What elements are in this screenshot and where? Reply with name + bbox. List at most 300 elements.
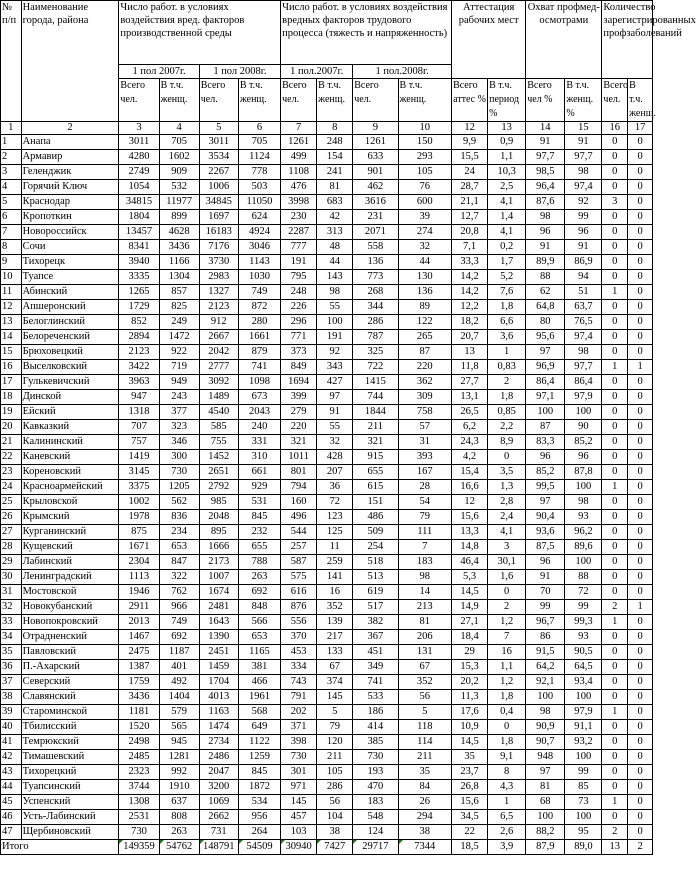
row-number: 12 <box>1 300 22 315</box>
column-number: 2 <box>21 122 119 135</box>
header-period-1: 1 пол 2007г. <box>119 65 199 79</box>
table-cell: 211 <box>353 420 398 435</box>
table-cell: 96,7 <box>526 615 565 630</box>
table-cell: 46,4 <box>452 555 488 570</box>
table-cell: 2734 <box>199 735 238 750</box>
table-cell: 24,3 <box>452 435 488 450</box>
table-cell: 912 <box>199 315 238 330</box>
table-cell: 206 <box>398 630 452 645</box>
table-cell: 2 <box>488 600 526 615</box>
table-cell: 183 <box>353 795 398 810</box>
table-cell: 202 <box>281 705 317 720</box>
table-cell: 1 <box>602 360 628 375</box>
table-cell: 0 <box>602 585 628 600</box>
table-cell: 4628 <box>159 225 199 240</box>
table-cell: 54 <box>398 495 452 510</box>
table-cell: 1804 <box>119 210 159 225</box>
table-cell: 0 <box>602 255 628 270</box>
table-cell: 7,1 <box>452 240 488 255</box>
table-cell: 300 <box>159 450 199 465</box>
table-cell: 661 <box>238 465 280 480</box>
table-cell: 673 <box>238 390 280 405</box>
table-cell: 241 <box>317 165 353 180</box>
table-cell: 385 <box>353 735 398 750</box>
total-cell: 30940 <box>281 840 317 855</box>
table-cell: 98 <box>398 570 452 585</box>
table-row <box>1 540 653 555</box>
table-cell: 619 <box>353 585 398 600</box>
table-cell: 0 <box>628 465 653 480</box>
row-number: 19 <box>1 405 22 420</box>
table-cell: 123 <box>317 510 353 525</box>
table-cell: 12,2 <box>452 300 488 315</box>
table-cell: 879 <box>238 345 280 360</box>
table-cell: 0 <box>628 390 653 405</box>
table-cell: 0 <box>628 405 653 420</box>
table-row <box>1 165 653 180</box>
table-row <box>1 240 653 255</box>
table-cell: 42 <box>317 210 353 225</box>
table-cell: 398 <box>281 735 317 750</box>
table-cell: 16,6 <box>452 480 488 495</box>
table-cell: 845 <box>238 765 280 780</box>
table-row <box>1 420 653 435</box>
district-name: Выселковский <box>21 360 119 375</box>
district-name: Щербиновский <box>21 825 119 840</box>
table-cell: 808 <box>159 810 199 825</box>
table-cell: 99,3 <box>565 615 602 630</box>
table-cell: 81 <box>526 780 565 795</box>
table-cell: 683 <box>317 195 353 210</box>
table-cell: 11050 <box>238 195 280 210</box>
table-cell: 575 <box>281 570 317 585</box>
table-cell: 566 <box>238 615 280 630</box>
table-cell: 39 <box>398 210 452 225</box>
table-cell: 97 <box>526 345 565 360</box>
table-cell: 268 <box>353 285 398 300</box>
table-cell: 3046 <box>238 240 280 255</box>
table-cell: 343 <box>317 360 353 375</box>
table-cell: 909 <box>159 165 199 180</box>
table-cell: 325 <box>353 345 398 360</box>
table-cell: 26 <box>398 795 452 810</box>
table-cell: 1602 <box>159 150 199 165</box>
header-subcolumn: Всего чел. <box>281 79 317 122</box>
table-cell: 0 <box>602 780 628 795</box>
table-cell: 76,5 <box>565 315 602 330</box>
table-cell: 105 <box>317 765 353 780</box>
table-cell: 414 <box>353 720 398 735</box>
table-cell: 791 <box>281 690 317 705</box>
table-cell: 7 <box>488 630 526 645</box>
table-cell: 100 <box>526 690 565 705</box>
table-cell: 301 <box>281 765 317 780</box>
table-cell: 492 <box>159 675 199 690</box>
row-number: 46 <box>1 810 22 825</box>
table-cell: 531 <box>238 495 280 510</box>
column-number: 6 <box>238 122 280 135</box>
table-cell: 73 <box>565 795 602 810</box>
table-cell: 183 <box>398 555 452 570</box>
table-cell: 95,6 <box>526 330 565 345</box>
table-cell: 382 <box>353 615 398 630</box>
table-cell: 1054 <box>119 180 159 195</box>
row-number: 23 <box>1 465 22 480</box>
table-cell: 757 <box>119 435 159 450</box>
total-cell: 54762 <box>159 840 199 855</box>
table-cell: 2 <box>602 825 628 840</box>
column-number: 12 <box>452 122 488 135</box>
table-cell: 68 <box>526 795 565 810</box>
header-subcolumn: В т.ч. женщ. <box>317 79 353 122</box>
table-cell: 207 <box>317 465 353 480</box>
table-cell: 36 <box>317 480 353 495</box>
table-cell: 145 <box>281 795 317 810</box>
table-cell: 79 <box>317 720 353 735</box>
table-row <box>1 210 653 225</box>
table-cell: 2498 <box>119 735 159 750</box>
table-cell: 730 <box>119 825 159 840</box>
table-cell: 67 <box>317 660 353 675</box>
row-number: 14 <box>1 330 22 345</box>
table-cell: 90 <box>565 420 602 435</box>
table-cell: 1472 <box>159 330 199 345</box>
table-cell: 11,8 <box>452 360 488 375</box>
table-cell: 29 <box>452 645 488 660</box>
table-cell: 80 <box>526 315 565 330</box>
table-cell: 20,2 <box>452 675 488 690</box>
table-cell: 749 <box>159 615 199 630</box>
row-number: 9 <box>1 255 22 270</box>
table-cell: 26,5 <box>452 405 488 420</box>
table-cell: 0 <box>628 210 653 225</box>
table-cell: 322 <box>159 570 199 585</box>
table-cell: 193 <box>353 765 398 780</box>
table-cell: 4,1 <box>488 525 526 540</box>
district-name: Успенский <box>21 795 119 810</box>
row-number: 40 <box>1 720 22 735</box>
table-cell: 11 <box>317 540 353 555</box>
table-cell: 451 <box>353 645 398 660</box>
table-cell: 64,5 <box>565 660 602 675</box>
table-cell: 89,9 <box>526 255 565 270</box>
table-cell: 15,5 <box>452 150 488 165</box>
table-cell: 30,1 <box>488 555 526 570</box>
header-name: Наименование города, района <box>21 1 119 122</box>
row-number: 43 <box>1 765 22 780</box>
table-cell: 373 <box>281 345 317 360</box>
total-cell: 29717 <box>353 840 398 855</box>
table-cell: 534 <box>238 795 280 810</box>
table-row <box>1 465 653 480</box>
table-cell: 2662 <box>199 810 238 825</box>
table-cell: 0 <box>602 510 628 525</box>
table-cell: 122 <box>398 315 452 330</box>
table-cell: 731 <box>199 825 238 840</box>
table-cell: 72 <box>565 585 602 600</box>
table-cell: 6,2 <box>452 420 488 435</box>
table-row <box>1 735 653 750</box>
table-row <box>1 750 653 765</box>
table-cell: 0 <box>602 405 628 420</box>
table-cell: 143 <box>317 270 353 285</box>
table-cell: 97,9 <box>565 705 602 720</box>
table-cell: 692 <box>238 585 280 600</box>
table-cell: 655 <box>353 465 398 480</box>
table-cell: 13,3 <box>452 525 488 540</box>
table-cell: 2047 <box>199 765 238 780</box>
table-cell: 2071 <box>353 225 398 240</box>
table-cell: 1,4 <box>488 210 526 225</box>
table-cell: 1318 <box>119 405 159 420</box>
table-cell: 12 <box>452 495 488 510</box>
table-cell: 399 <box>281 390 317 405</box>
table-cell: 120 <box>317 735 353 750</box>
table-cell: 226 <box>281 300 317 315</box>
table-cell: 313 <box>317 225 353 240</box>
table-row <box>1 375 653 390</box>
table-cell: 948 <box>526 750 565 765</box>
table-cell: 0 <box>628 435 653 450</box>
table-cell: 100 <box>565 810 602 825</box>
table-cell: 70 <box>526 585 565 600</box>
table-cell: 692 <box>159 630 199 645</box>
table-cell: 2,6 <box>488 825 526 840</box>
table-cell: 99 <box>526 600 565 615</box>
table-cell: 744 <box>353 390 398 405</box>
table-cell: 2 <box>488 375 526 390</box>
table-cell: 243 <box>159 390 199 405</box>
table-cell: 367 <box>353 630 398 645</box>
table-cell: 971 <box>281 780 317 795</box>
table-cell: 96,9 <box>526 360 565 375</box>
table-row <box>1 615 653 630</box>
table-cell: 31 <box>398 435 452 450</box>
table-cell: 92,1 <box>526 675 565 690</box>
table-cell: 1,2 <box>488 615 526 630</box>
table-cell: 1265 <box>119 285 159 300</box>
district-name: Лабинский <box>21 555 119 570</box>
table-cell: 0 <box>628 420 653 435</box>
table-cell: 6,5 <box>488 810 526 825</box>
table-cell: 32 <box>317 435 353 450</box>
table-cell: 5 <box>398 705 452 720</box>
table-cell: 773 <box>353 270 398 285</box>
table-cell: 96,4 <box>526 180 565 195</box>
column-number: 10 <box>398 122 452 135</box>
row-number: 17 <box>1 375 22 390</box>
table-cell: 1390 <box>199 630 238 645</box>
table-cell: 323 <box>159 420 199 435</box>
row-number: 13 <box>1 315 22 330</box>
table-cell: 286 <box>353 315 398 330</box>
table-cell: 100 <box>526 405 565 420</box>
table-cell: 28 <box>398 480 452 495</box>
table-row <box>1 330 653 345</box>
table-cell: 852 <box>119 315 159 330</box>
table-cell: 0 <box>628 375 653 390</box>
total-row <box>1 840 653 855</box>
row-number: 1 <box>1 135 22 150</box>
table-cell: 0 <box>488 720 526 735</box>
table-cell: 719 <box>159 360 199 375</box>
table-cell: 10,9 <box>452 720 488 735</box>
table-cell: 0 <box>628 735 653 750</box>
table-cell: 133 <box>317 645 353 660</box>
table-cell: 0 <box>628 180 653 195</box>
table-cell: 79 <box>398 510 452 525</box>
table-cell: 94 <box>565 270 602 285</box>
table-cell: 103 <box>281 825 317 840</box>
table-cell: 518 <box>353 555 398 570</box>
table-cell: 130 <box>398 270 452 285</box>
table-cell: 4,1 <box>488 225 526 240</box>
table-cell: 1011 <box>281 450 317 465</box>
table-cell: 294 <box>398 810 452 825</box>
table-cell: 264 <box>238 825 280 840</box>
row-number: 42 <box>1 750 22 765</box>
header-subcolumn: Всего чел. <box>353 79 398 122</box>
district-name: Апшеронский <box>21 300 119 315</box>
district-name: Усть-Лабинский <box>21 810 119 825</box>
table-cell: 513 <box>353 570 398 585</box>
table-cell: 1844 <box>353 405 398 420</box>
table-cell: 496 <box>281 510 317 525</box>
table-cell: 99 <box>565 210 602 225</box>
table-cell: 8 <box>488 765 526 780</box>
table-cell: 231 <box>353 210 398 225</box>
table-cell: 99,5 <box>526 480 565 495</box>
table-cell: 296 <box>281 315 317 330</box>
table-cell: 0 <box>628 150 653 165</box>
table-cell: 895 <box>199 525 238 540</box>
table-cell: 93 <box>565 630 602 645</box>
row-number: 25 <box>1 495 22 510</box>
table-cell: 548 <box>353 810 398 825</box>
table-cell: 1,6 <box>488 570 526 585</box>
district-name: Славянский <box>21 690 119 705</box>
table-cell: 90,5 <box>565 645 602 660</box>
table-cell: 97,7 <box>565 150 602 165</box>
table-cell: 3335 <box>119 270 159 285</box>
table-cell: 97,1 <box>526 390 565 405</box>
table-cell: 517 <box>353 600 398 615</box>
district-name: Павловский <box>21 645 119 660</box>
table-cell: 0 <box>628 570 653 585</box>
table-cell: 51 <box>565 285 602 300</box>
table-cell: 2,8 <box>488 495 526 510</box>
district-name: Новороссийск <box>21 225 119 240</box>
district-name: Динской <box>21 390 119 405</box>
table-cell: 98 <box>565 345 602 360</box>
table-cell: 10,3 <box>488 165 526 180</box>
row-number: 34 <box>1 630 22 645</box>
table-cell: 3,6 <box>488 330 526 345</box>
table-cell: 90,4 <box>526 510 565 525</box>
table-cell: 0 <box>628 480 653 495</box>
table-cell: 213 <box>398 600 452 615</box>
table-cell: 1,8 <box>488 690 526 705</box>
table-cell: 2042 <box>199 345 238 360</box>
header-group-production-factors: Число работ. в условиях воздействия вред. факторов производственной среды <box>119 1 281 65</box>
table-cell: 849 <box>281 360 317 375</box>
table-cell: 848 <box>238 600 280 615</box>
table-cell: 97,7 <box>565 360 602 375</box>
row-number: 18 <box>1 390 22 405</box>
table-cell: 87,6 <box>526 195 565 210</box>
table-cell: 97,9 <box>565 390 602 405</box>
table-cell: 136 <box>353 255 398 270</box>
table-cell: 48 <box>317 240 353 255</box>
table-cell: 2123 <box>199 300 238 315</box>
table-cell: 150 <box>398 135 452 150</box>
table-cell: 64,8 <box>526 300 565 315</box>
header-group-labour-factors: Число работ. в условиях воздействия вредных факторов трудового процесса (тяжесть и напряженность) <box>281 1 452 65</box>
table-cell: 0 <box>602 495 628 510</box>
table-cell: 34845 <box>199 195 238 210</box>
table-cell: 1 <box>628 360 653 375</box>
table-cell: 0 <box>628 525 653 540</box>
table-cell: 98 <box>526 210 565 225</box>
table-cell: 533 <box>353 690 398 705</box>
table-cell: 0 <box>602 330 628 345</box>
table-cell: 0 <box>628 660 653 675</box>
table-cell: 1205 <box>159 480 199 495</box>
table-cell: 0 <box>628 765 653 780</box>
table-cell: 2983 <box>199 270 238 285</box>
table-cell: 558 <box>353 240 398 255</box>
table-cell: 100 <box>565 690 602 705</box>
table-cell: 845 <box>238 510 280 525</box>
table-cell: 3940 <box>119 255 159 270</box>
table-cell: 0 <box>628 495 653 510</box>
table-cell: 915 <box>353 450 398 465</box>
table-cell: 14,9 <box>452 600 488 615</box>
table-cell: 401 <box>159 660 199 675</box>
table-cell: 1187 <box>159 645 199 660</box>
total-cell: 148791 <box>199 840 238 855</box>
table-cell: 788 <box>238 555 280 570</box>
table-row <box>1 720 653 735</box>
district-name: Ленинградский <box>21 570 119 585</box>
table-cell: 0 <box>628 630 653 645</box>
table-cell: 470 <box>353 780 398 795</box>
row-number: 33 <box>1 615 22 630</box>
table-cell: 901 <box>353 165 398 180</box>
table-cell: 427 <box>317 375 353 390</box>
table-cell: 1729 <box>119 300 159 315</box>
table-cell: 509 <box>353 525 398 540</box>
table-cell: 579 <box>159 705 199 720</box>
table-cell: 730 <box>281 750 317 765</box>
table-cell: 16 <box>488 645 526 660</box>
table-cell: 16183 <box>199 225 238 240</box>
table-cell: 1697 <box>199 210 238 225</box>
table-cell: 86 <box>526 630 565 645</box>
row-number: 10 <box>1 270 22 285</box>
table-cell: 100 <box>565 480 602 495</box>
table-cell: 124 <box>353 825 398 840</box>
table-cell: 0 <box>602 300 628 315</box>
table-cell: 4,1 <box>488 195 526 210</box>
table-cell: 0 <box>628 645 653 660</box>
table-cell: 2481 <box>199 600 238 615</box>
table-cell: 1520 <box>119 720 159 735</box>
table-cell: 1661 <box>238 330 280 345</box>
table-cell: 38 <box>398 825 452 840</box>
table-cell: 3616 <box>353 195 398 210</box>
table-cell: 0 <box>628 555 653 570</box>
